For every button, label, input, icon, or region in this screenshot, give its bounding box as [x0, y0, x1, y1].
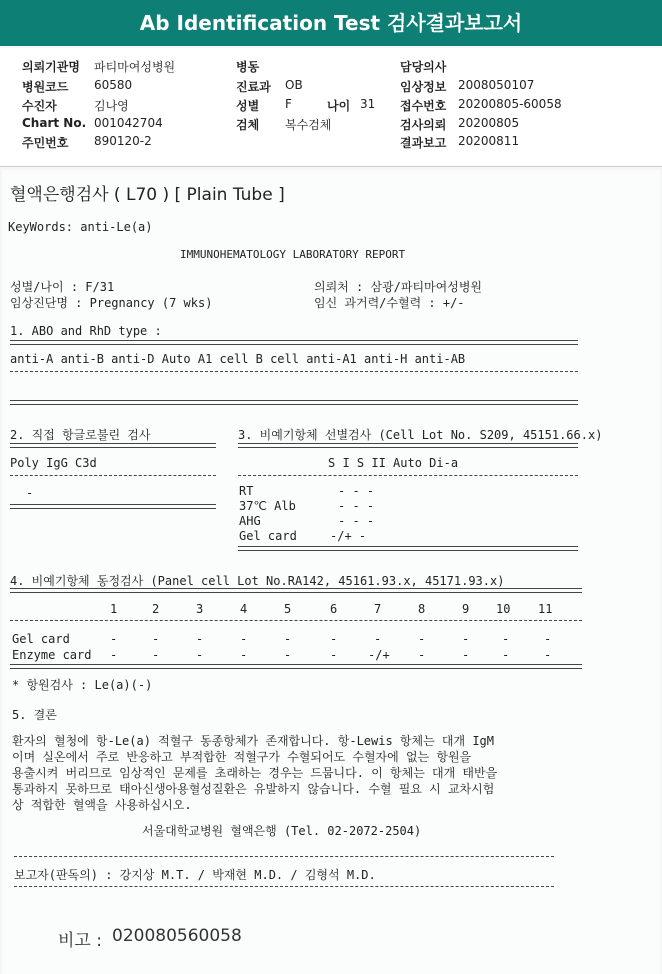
report-title-bar	[0, 0, 662, 46]
report-heading: 혈액은행검사 ( L70 ) [ Plain Tube ]	[10, 185, 285, 205]
chart-no-label: Chart No.	[22, 116, 87, 130]
enzyme-card-result: -	[110, 648, 118, 662]
panel-cell-number: 2	[152, 602, 160, 616]
screen-headers: S I S II Auto Di-a	[328, 456, 459, 470]
report-title: Ab Identification Test 검사결과보고서	[139, 11, 523, 35]
sex-value: F	[285, 97, 292, 111]
enzyme-card-result: -	[284, 648, 292, 662]
remark-label: 비고 :	[58, 931, 102, 951]
enzyme-card-result: -/+	[368, 648, 390, 662]
panel-cell-number: 4	[240, 602, 248, 616]
divider	[10, 620, 582, 621]
gel-card-result: -	[196, 632, 204, 646]
enzyme-card-result: -	[240, 648, 248, 662]
gel-card-result: -	[284, 632, 292, 646]
clinical-value: 2008050107	[458, 78, 535, 92]
divider	[10, 504, 216, 509]
enzyme-card-result: -	[544, 648, 552, 662]
recipient-value: 김나영	[94, 99, 129, 113]
ward-label: 병동	[236, 60, 260, 74]
screen-row-label: Gel card	[239, 529, 297, 543]
divider	[238, 475, 578, 476]
gel-card-result: -	[152, 632, 160, 646]
dept-label: 진료과	[236, 80, 271, 94]
hospital-code-value: 60580	[94, 78, 133, 92]
screen-row-label: RT	[239, 484, 254, 498]
divider	[10, 588, 582, 593]
antigen-test: * 항원검사 : Le(a)(-)	[12, 678, 153, 692]
request-label: 검사의뢰	[400, 118, 447, 132]
receipt-value: 20200805-60058	[458, 97, 562, 111]
remark-value: 020080560058	[112, 926, 242, 946]
receipt-label: 접수번호	[400, 99, 447, 113]
rrn-value: 890120-2	[94, 134, 152, 148]
divider	[10, 371, 578, 372]
referral: 의뢰처 : 삼광/파티마여성병원	[314, 280, 483, 294]
screen-row-values: - - -	[338, 514, 375, 528]
conclusion-line: 상 적합한 혈액을 사용하십시오.	[12, 798, 192, 812]
institution-value: 파티마여성병원	[94, 60, 176, 74]
divider	[238, 443, 578, 448]
enzyme-card-result: -	[502, 648, 510, 662]
enzyme-card-result: -	[462, 648, 470, 662]
conclusion-line: 환자의 혈청에 항-Le(a) 적혈구 동종항체가 존재합니다. 항-Lewis 항체는 대개 IgM	[12, 734, 495, 748]
doctor-label: 담당의사	[400, 60, 447, 74]
reporters: 보고자(판독의) : 강지상 M.T. / 박재현 M.D. / 김형석 M.D.	[14, 868, 376, 882]
abo-headers: anti-A anti-B anti-D Auto A1 cell B cell anti-A1 anti-H anti-AB	[10, 352, 466, 366]
section1-title: 1. ABO and RhD type :	[10, 324, 162, 338]
enzyme-card-result: -	[196, 648, 204, 662]
section2-title: 2. 직접 항글로불린 검사	[10, 428, 151, 442]
blood-bank-contact: 서울대학교병원 혈액은행 (Tel. 02-2072-2504)	[142, 824, 422, 838]
recipient-label: 수진자	[22, 99, 57, 113]
panel-cell-number: 6	[330, 602, 338, 616]
divider	[14, 886, 554, 887]
screen-row-values: - - -	[338, 499, 375, 513]
divider	[238, 546, 578, 551]
age-label: 나이	[327, 99, 351, 113]
report-date-value: 20200811	[458, 134, 520, 148]
gel-card-label: Gel card	[12, 632, 70, 646]
enzyme-card-result: -	[330, 648, 338, 662]
panel-cell-number: 8	[418, 602, 426, 616]
screen-row-values: -/+ -	[330, 529, 367, 543]
sex-label: 성별	[236, 99, 260, 113]
dat-value: -	[26, 486, 34, 500]
conclusion-line: 이며 실온에서 주로 반응하고 부적합한 적혈구가 수혈되어도 수혈자에 없는 항원을	[12, 750, 472, 764]
screen-row-values: - - -	[338, 484, 375, 498]
dat-headers: Poly IgG C3d	[10, 456, 97, 470]
section4-title: 4. 비예기항체 동정검사 (Panel cell Lot No.RA142, 45161.93.x, 45171.93.x)	[10, 574, 505, 588]
institution-label: 의뢰기관명	[22, 60, 80, 74]
sex-age: 성별/나이 : F/31	[10, 280, 115, 294]
conclusion-line: 용출시켜 버리므로 임상적인 문제를 초래하는 경우는 드뭅니다. 이 항체는 대개 태반을	[12, 766, 498, 780]
screen-row-label: 37℃ Alb	[239, 499, 296, 513]
keywords: KeyWords: anti-Le(a)	[8, 220, 153, 234]
hospital-code-label: 병원코드	[22, 80, 69, 94]
chart-no-value: 001042704	[94, 116, 163, 130]
gel-card-result: -	[544, 632, 552, 646]
panel-cell-number: 1	[110, 602, 118, 616]
specimen-label: 검체	[236, 118, 260, 132]
gel-card-result: -	[240, 632, 248, 646]
dept-value: OB	[285, 78, 303, 92]
gel-card-result: -	[462, 632, 470, 646]
panel-cell-number: 9	[462, 602, 470, 616]
conclusion-line: 통과하지 못하므로 태아신생아용혈성질환은 유발하지 않습니다. 수혈 필요 시 교차시험	[12, 782, 495, 796]
patient-info-panel	[0, 48, 662, 167]
lab-title: IMMUNOHEMATOLOGY LABORATORY REPORT	[180, 248, 406, 261]
diagnosis: 임상진단명 : Pregnancy (7 wks)	[10, 296, 213, 310]
gel-card-result: -	[110, 632, 118, 646]
report-date-label: 결과보고	[400, 136, 447, 150]
clinical-label: 임상정보	[400, 80, 447, 94]
report-paper	[2, 170, 660, 974]
divider	[10, 664, 582, 669]
specimen-value: 복수검체	[285, 118, 332, 132]
enzyme-card-result: -	[418, 648, 426, 662]
panel-cell-number: 3	[196, 602, 204, 616]
panel-cell-number: 10	[496, 602, 511, 616]
rrn-label: 주민번호	[22, 136, 69, 150]
age-value: 31	[360, 97, 376, 111]
gel-card-result: -	[330, 632, 338, 646]
section3-title: 3. 비예기항체 선별검사 (Cell Lot No. S209, 45151.66.x)	[238, 428, 603, 442]
panel-cell-number: 11	[538, 602, 553, 616]
divider	[10, 443, 216, 448]
screen-row-label: AHG	[239, 514, 261, 528]
request-value: 20200805	[458, 116, 520, 130]
divider	[14, 856, 554, 857]
enzyme-card-result: -	[152, 648, 160, 662]
divider	[10, 400, 578, 405]
gel-card-result: -	[374, 632, 382, 646]
pregnancy-history: 임신 과거력/수혈력 : +/-	[314, 296, 465, 310]
divider	[10, 340, 578, 345]
divider	[10, 475, 216, 476]
section5-title: 5. 결론	[12, 708, 57, 722]
panel-cell-number: 5	[284, 602, 292, 616]
enzyme-card-label: Enzyme card	[12, 648, 92, 662]
gel-card-result: -	[418, 632, 426, 646]
gel-card-result: -	[502, 632, 510, 646]
panel-cell-number: 7	[374, 602, 382, 616]
